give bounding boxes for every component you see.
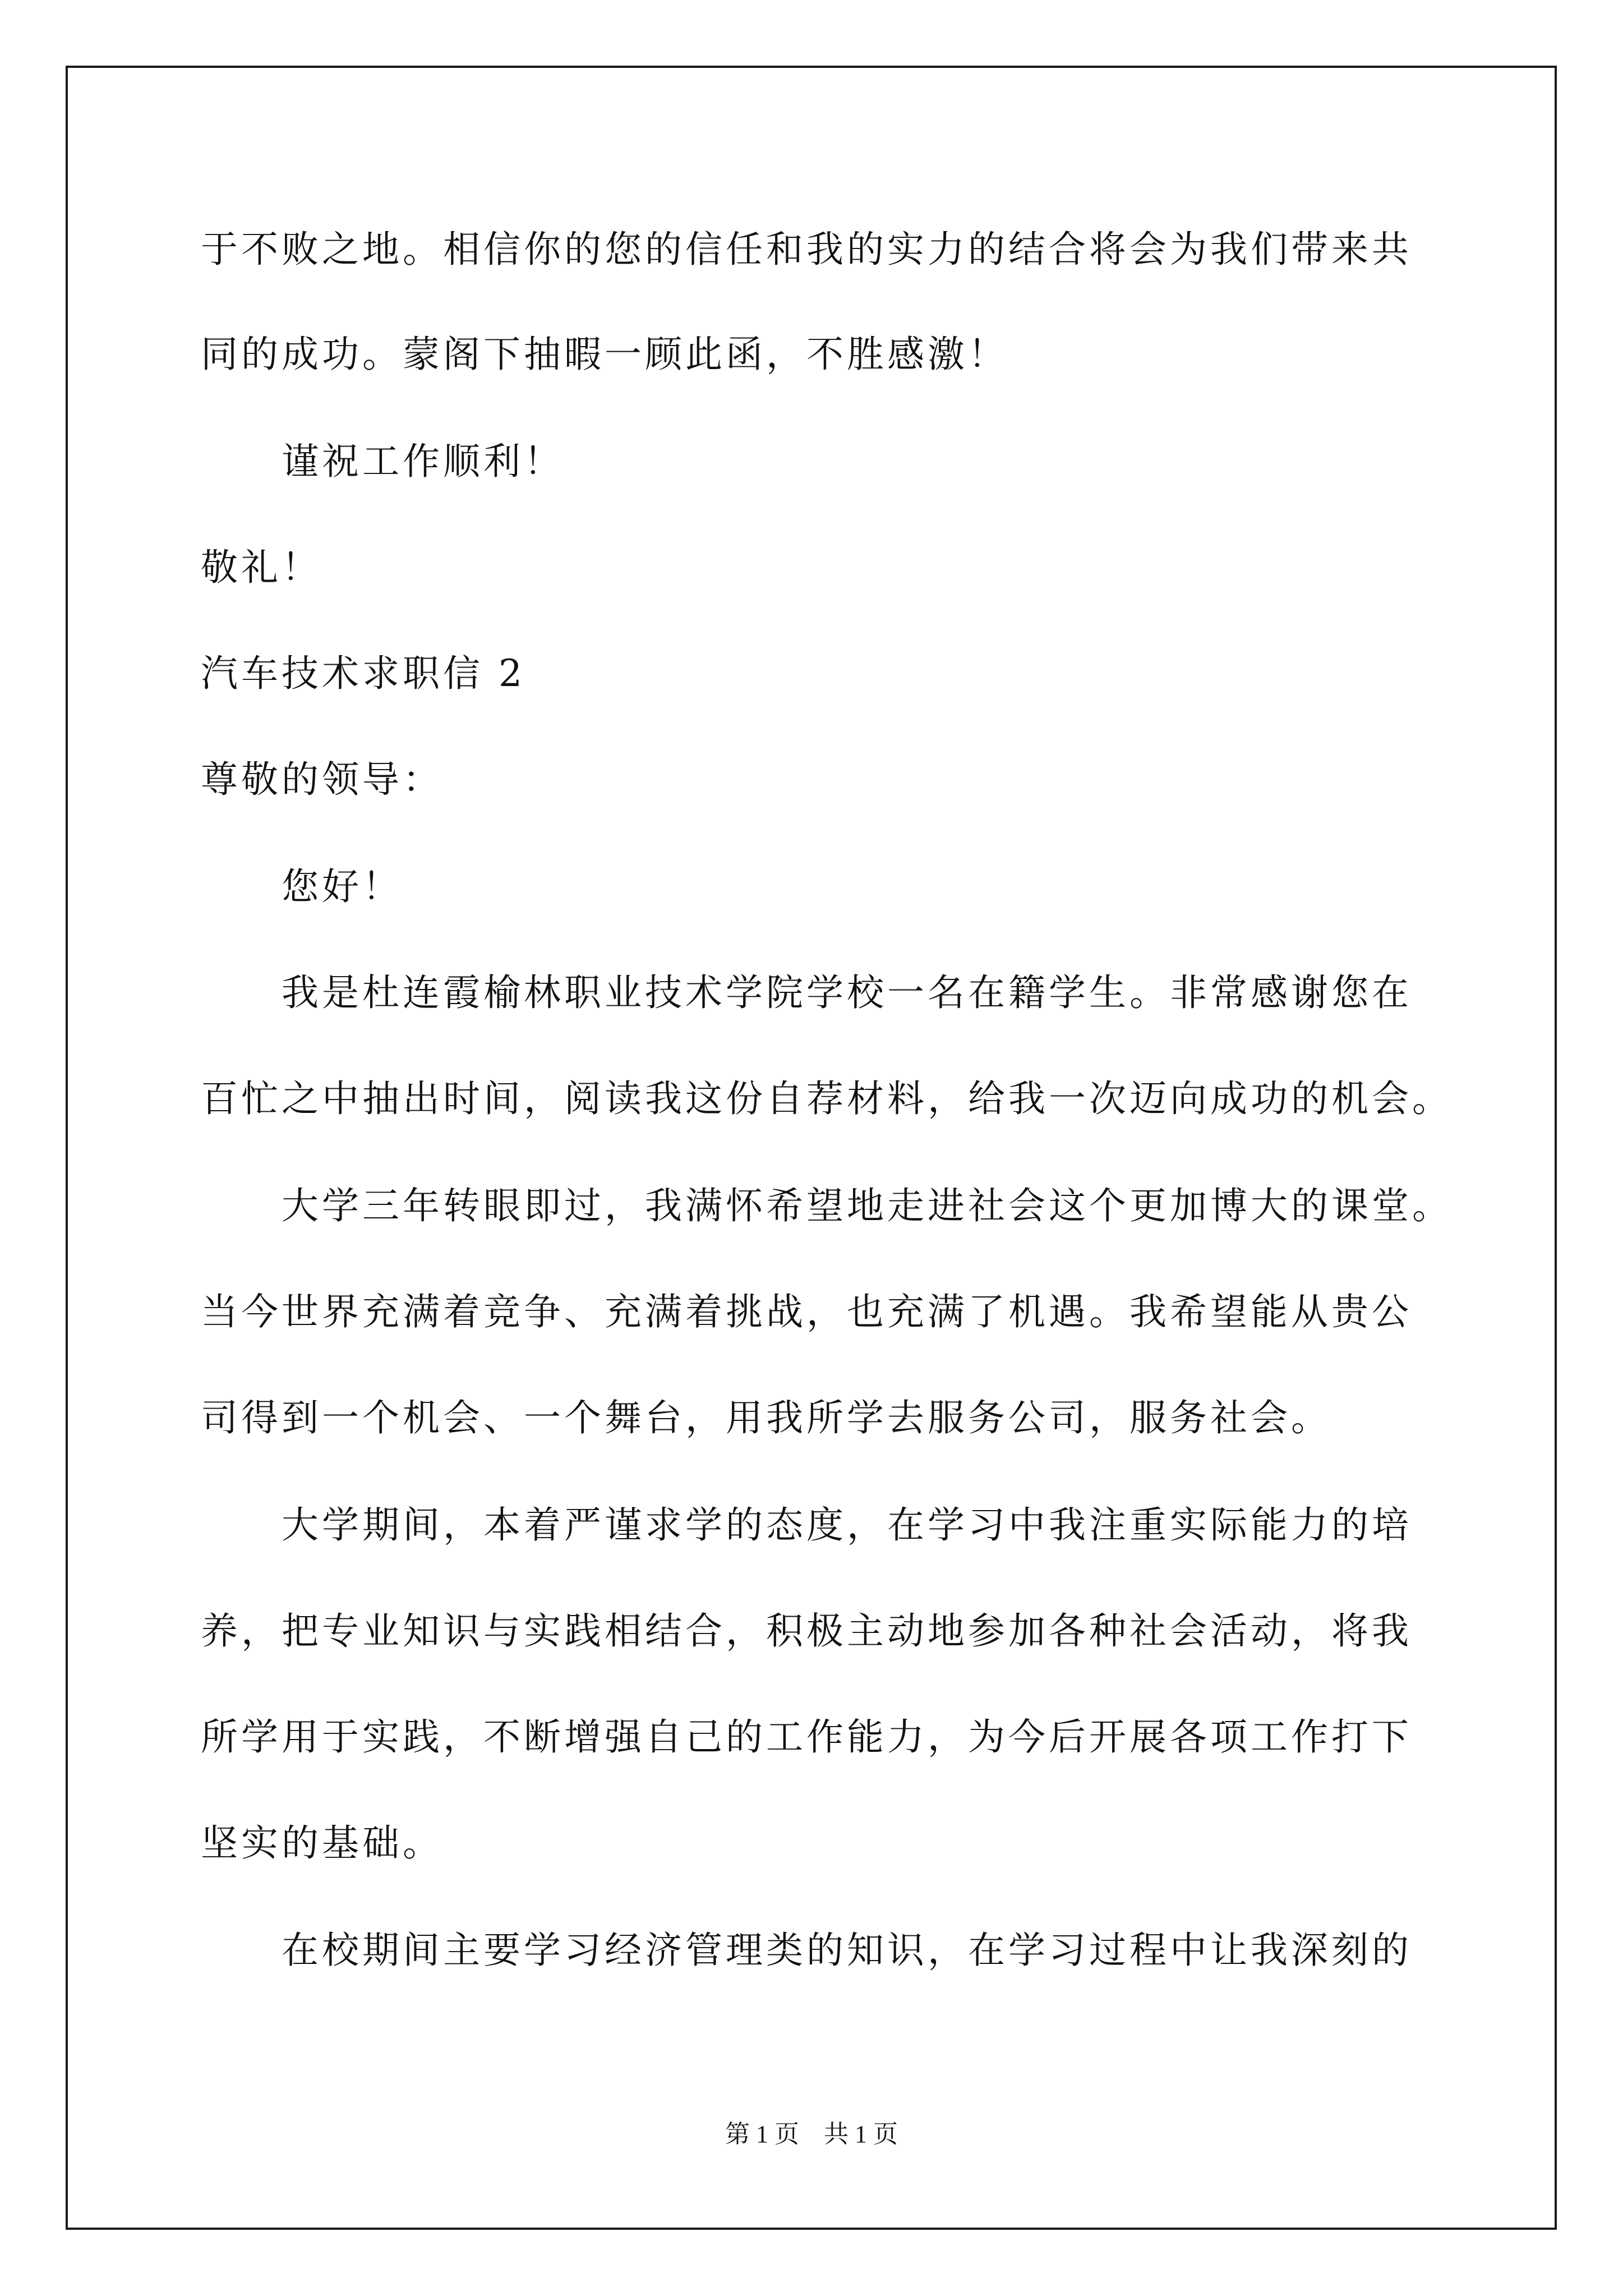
text-line: 百忙之中抽出时间，阅读我这份自荐材料，给我一次迈向成功的机会。 [201, 1077, 1453, 1120]
text-line: 我是杜连霞榆林职业技术学院学校一名在籍学生。非常感谢您在 [282, 971, 1412, 1014]
salutation: 敬礼！ [201, 546, 322, 589]
text-line: 司得到一个机会、一个舞台，用我所学去服务公司，服务社会。 [201, 1396, 1331, 1439]
greeting: 您好！ [282, 865, 403, 908]
page-border [66, 66, 1557, 2230]
text-line: 大学期间，本着严谨求学的态度，在学习中我注重实际能力的培 [282, 1503, 1412, 1547]
text-line: 当今世界充满着竞争、充满着挑战，也充满了机遇。我希望能从贵公 [201, 1290, 1412, 1333]
greeting-recipient: 尊敬的领导： [201, 758, 443, 801]
text-line: 坚实的基础。 [201, 1821, 443, 1865]
section-title: 汽车技术求职信 2 [201, 652, 525, 695]
text-line: 养，把专业知识与实践相结合，积极主动地参加各种社会活动，将我 [201, 1609, 1412, 1653]
closing-wish: 谨祝工作顺利！ [282, 440, 564, 483]
text-line: 于不败之地。相信你的您的信任和我的实力的结合将会为我们带来共 [201, 228, 1412, 271]
text-line: 所学用于实践，不断增强自己的工作能力，为今后开展各项工作打下 [201, 1715, 1412, 1759]
page-number: 第 1 页 共 1 页 [725, 2120, 898, 2148]
text-line: 大学三年转眼即过，我满怀希望地走进社会这个更加博大的课堂。 [282, 1184, 1453, 1227]
text-line: 同的成功。蒙阁下抽暇一顾此函，不胜感激！ [201, 333, 1008, 376]
text-line: 在校期间主要学习经济管理类的知识，在学习过程中让我深刻的 [282, 1929, 1412, 1972]
